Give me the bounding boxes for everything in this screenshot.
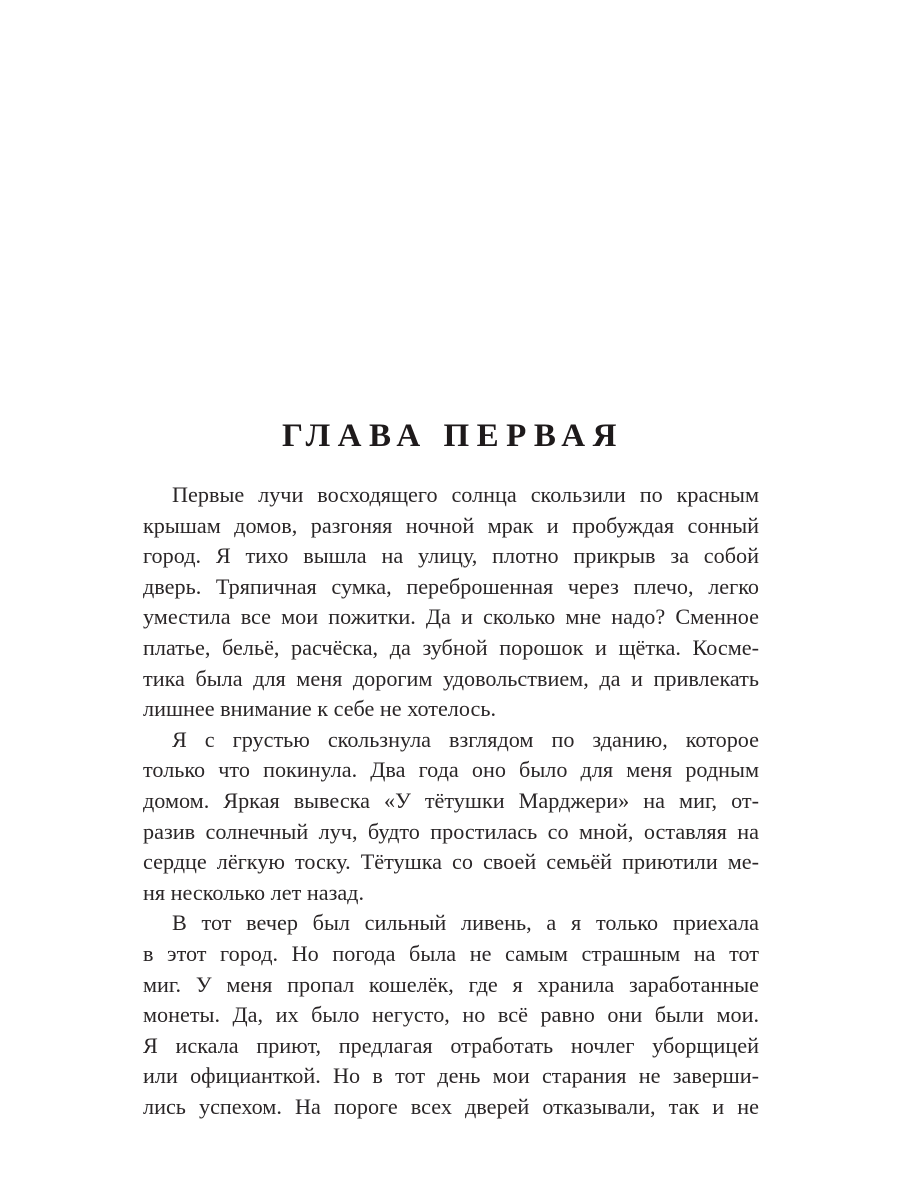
text-line: лись успехом. На пороге всех дверей отказывали, так и не xyxy=(143,1093,759,1119)
text-line: В тот вечер был сильный ливень, а я только приехала xyxy=(172,910,759,936)
chapter-title: ГЛАВА ПЕРВАЯ xyxy=(282,418,624,454)
text-line: Первые лучи восходящего солнца скользили по красным xyxy=(172,482,759,507)
text-line: тика была для меня дорогим удовольствием, да и привлекать xyxy=(143,665,759,691)
text-line: или официанткой. Но в тот день мои старания не заверши- xyxy=(143,1063,759,1089)
text-line: дверь. Тряпичная сумка, переброшенная через плечо, легко xyxy=(143,573,759,599)
text-line: миг. У меня пропал кошелёк, где я хранила заработанные xyxy=(143,971,759,997)
text-line: разив солнечный луч, будто простилась со мной, оставляя на xyxy=(143,818,759,844)
text-line: только что покинула. Два года оно было для меня родным xyxy=(143,757,759,783)
text-line: платье, бельё, расчёска, да зубной порошок и щётка. Косме- xyxy=(143,634,759,660)
text-line: город. Я тихо вышла на улицу, плотно прикрыв за собой xyxy=(143,543,759,569)
text-line: Я с грустью скользнула взглядом по зданию, которое xyxy=(172,726,759,752)
paragraph-1 xyxy=(143,480,759,725)
text-line: сердце лёгкую тоску. Тётушка со своей семьёй приютили ме- xyxy=(143,849,759,875)
text-line: Я искала приют, предлагая отработать ночлег уборщицей xyxy=(143,1032,759,1058)
text-line: лишнее внимание к себе не хотелось. xyxy=(143,696,497,722)
text-line: монеты. Да, их было негусто, но всё равно они были мои. xyxy=(143,1002,759,1028)
text-line: в этот город. Но погода была не самым страшным на тот xyxy=(143,940,759,966)
paragraph-3 xyxy=(143,908,759,1122)
text-line: домом. Яркая вывеска «У тётушки Марджери» на миг, от- xyxy=(143,787,759,813)
paragraph-2 xyxy=(143,725,759,909)
chapter-body xyxy=(143,480,759,1122)
text-line: крышам домов, разгоняя ночной мрак и пробуждая сонный xyxy=(143,512,759,538)
text-line: уместила все мои пожитки. Да и сколько мне надо? Сменное xyxy=(143,604,759,630)
text-line: ня несколько лет назад. xyxy=(143,879,365,905)
